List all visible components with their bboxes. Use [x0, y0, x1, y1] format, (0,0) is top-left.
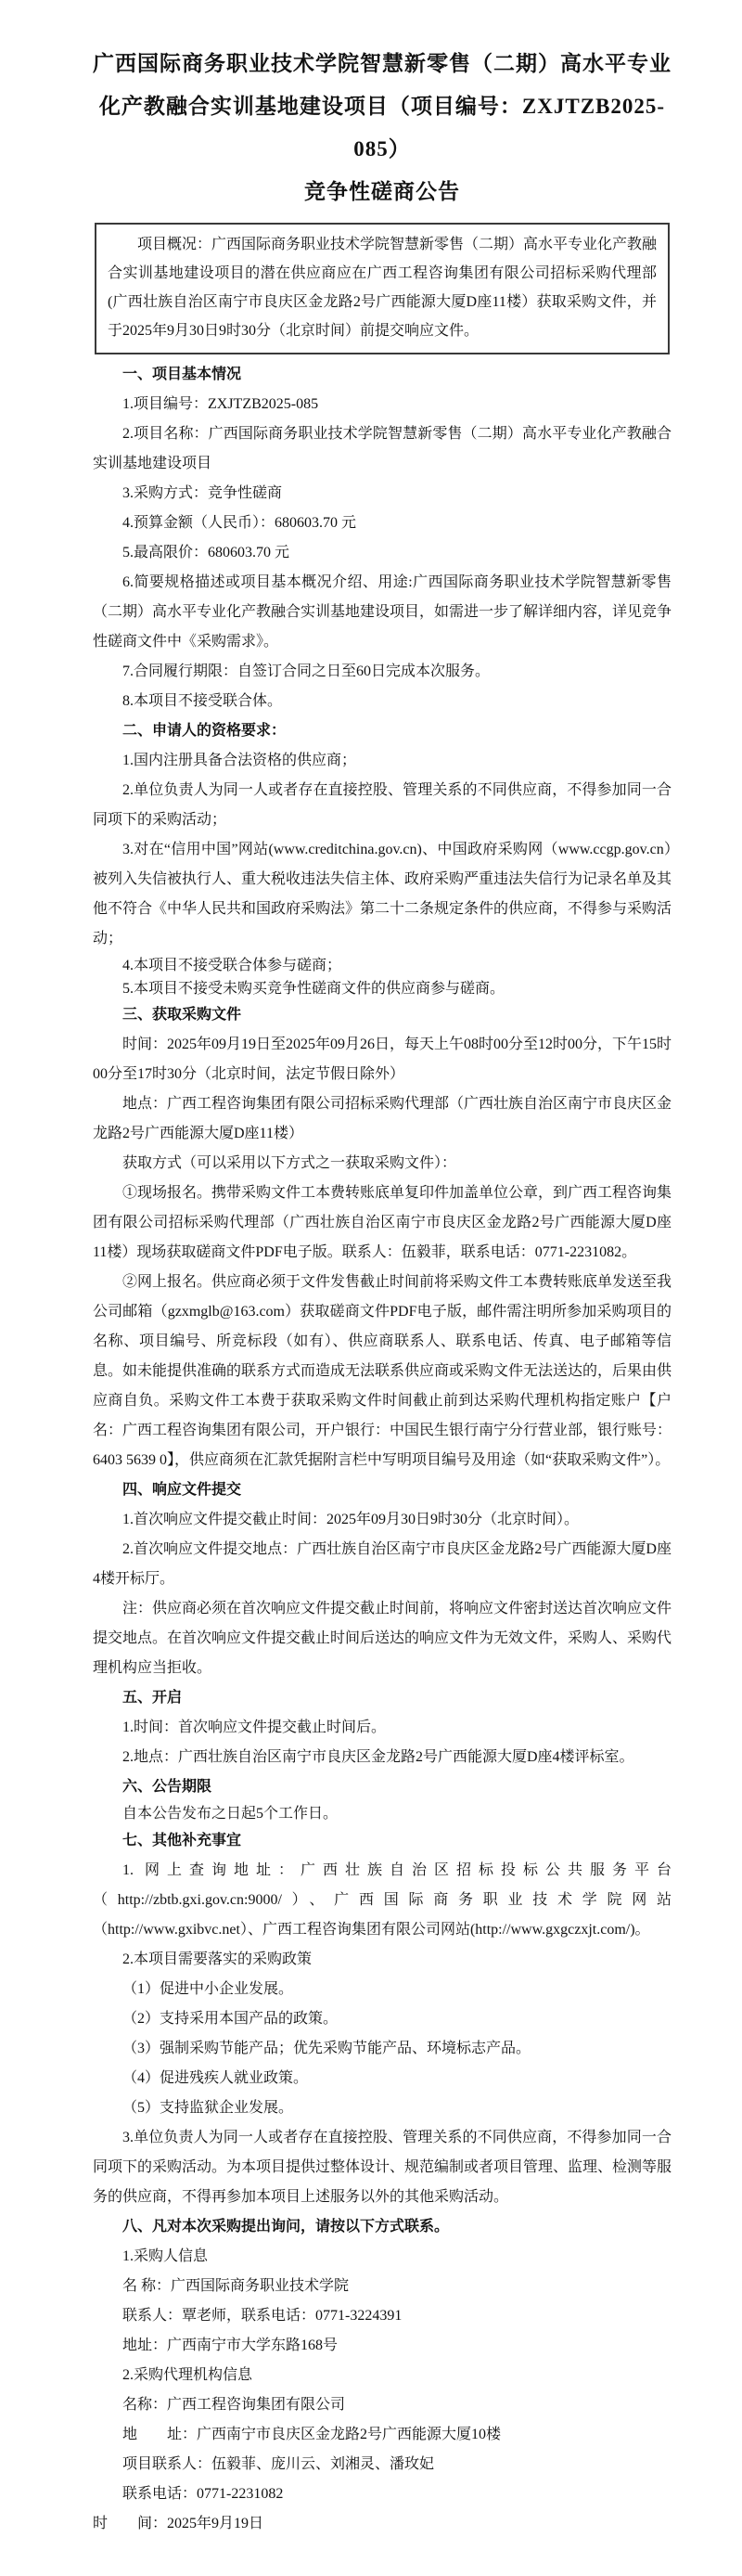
section-8-heading: 八、凡对本次采购提出询问，请按以下方式联系。: [122, 2219, 450, 2235]
section-6-heading: 六、公告期限: [122, 1779, 212, 1795]
announcement-period: 自本公告发布之日起5个工作日。: [122, 1806, 339, 1822]
online-query-urls: 1. 网上查询地址：广西壮族自治区招标投标公共服务平台（http://zbtb.gxi.gov.cn:9000/）、广西国际商务职业技术学院网站（http://www.gxibvc.net）、广西工程咨询集团有限公司网站(http://www.gxgczxjt.com/)。: [93, 1862, 672, 1938]
policy-3: （3）强制采购节能产品；优先采购节能产品、环境标志产品。: [122, 2041, 531, 2056]
agency-contacts: 项目联系人：伍毅菲、庞川云、刘湘灵、潘玫妃: [122, 2456, 435, 2472]
supplier-restriction-note: 3.单位负责人为同一人或者存在直接控股、管理关系的不同供应商，不得参加同一合同项下的采购活动。为本项目提供过整体设计、规范编制或者项目管理、监理、检测等服务的供应商，不得再参加本项目上述服务以外的其他采购活动。: [93, 2130, 672, 2205]
max-price: 5.最高限价：680603.70 元: [122, 545, 290, 560]
policy-1: （1）促进中小企业发展。: [122, 1981, 294, 1997]
title-line-2: 化产教融合实训基地建设项目（项目编号：ZXJTZB2025-085）: [98, 95, 666, 161]
agency-address: 地 址：广西南宁市良庆区金龙路2号广西能源大厦10楼: [122, 2427, 502, 2442]
qualification-requirement-3: 3.对在“信用中国”网站(www.creditchina.gov.cn)、中国政府采购网（www.ccgp.gov.cn）被列入失信被执行人、重大税收违法失信主体、政府采购严重违法失信行为记录名单及其他不符合《中华人民共和国政府采购法》第二十二条规定条件的供应商，不得参与采购活动；: [93, 842, 672, 947]
document-obtain-time: 时间：2025年09月19日至2025年09月26日，每天上午08时00分至12时00分，下午15时00分至17时30分（北京时间，法定节假日除外）: [93, 1037, 672, 1082]
obtain-method-onsite: ①现场报名。携带采购文件工本费转账底单复印件加盖单位公章，到广西工程咨询集团有限公司招标采购代理部（广西壮族自治区南宁市良庆区金龙路2号广西能源大厦D座11楼）现场获取磋商文件PDF电子版。联系人：伍毅菲，联系电话：0771-2231082。: [93, 1185, 672, 1260]
title-line-1: 广西国际商务职业技术学院智慧新零售（二期）高水平专业: [93, 52, 672, 75]
brief-description: 6.简要规格描述或项目基本概况介绍、用途:广西国际商务职业技术学院智慧新零售（二期）高水平专业化产教融合实训基地建设项目，如需进一步了解详细内容，详见竞争性磋商文件中《采购需求》。: [93, 574, 672, 650]
purchaser-info-label: 1.采购人信息: [122, 2248, 209, 2264]
procurement-method: 3.采购方式：竞争性磋商: [122, 485, 283, 501]
section-4-heading: 四、响应文件提交: [122, 1482, 242, 1498]
section-3-heading: 三、获取采购文件: [122, 1007, 242, 1023]
qualification-requirement-5: 5.本项目不接受未购买竞争性磋商文件的供应商参与磋商。: [122, 981, 505, 997]
contract-period: 7.合同履行期限：自签订合同之日至60日完成本次服务。: [122, 663, 491, 679]
agency-name: 名称：广西工程咨询集团有限公司: [122, 2397, 346, 2413]
purchaser-name: 名 称：广西国际商务职业技术学院: [122, 2278, 350, 2294]
opening-location: 2.地点：广西壮族自治区南宁市良庆区金龙路2号广西能源大厦D座4楼评标室。: [122, 1749, 634, 1765]
section-2-heading: 二、申请人的资格要求：: [122, 723, 287, 739]
policy-5: （5）支持监狱企业发展。: [122, 2100, 294, 2116]
response-submit-deadline: 1.首次响应文件提交截止时间：2025年09月30日9时30分（北京时间）。: [122, 1512, 580, 1527]
section-5-heading: 五、开启: [122, 1690, 183, 1706]
response-submit-note: 注：供应商必须在首次响应文件提交截止时间前，将响应文件密封送达首次响应文件提交地点。在首次响应文件提交截止时间后送达的响应文件为无效文件，采购人、采购代理机构应当拒收。: [93, 1601, 672, 1676]
budget-amount: 4.预算金额（人民币）：680603.70 元: [122, 515, 357, 531]
policy-2: （2）支持采用本国产品的政策。: [122, 2011, 339, 2027]
document-title: [93, 43, 672, 213]
document-obtain-methods-intro: 获取方式（可以采用以下方式之一获取采购文件）：: [122, 1155, 457, 1171]
no-consortium-note: 8.本项目不接受联合体。: [122, 693, 283, 709]
response-submit-location: 2.首次响应文件提交地点：广西壮族自治区南宁市良庆区金龙路2号广西能源大厦D座4楼开标厅。: [93, 1541, 672, 1587]
agency-info-label: 2.采购代理机构信息: [122, 2367, 253, 2383]
section-7-heading: 七、其他补充事宜: [122, 1833, 242, 1848]
document-obtain-location: 地点：广西工程咨询集团有限公司招标采购代理部（广西壮族自治区南宁市良庆区金龙路2号广西能源大厦D座11楼）: [93, 1096, 672, 1141]
document-body: [93, 360, 672, 2539]
project-overview-text: 项目概况：广西国际商务职业技术学院智慧新零售（二期）高水平专业化产教融合实训基地建设项目的潜在供应商应在广西工程咨询集团有限公司招标采购代理部(广西壮族自治区南宁市良庆区金龙路2号广西能源大厦D座11楼）获取采购文件，并于2025年9月30日9时30分（北京时间）前提交响应文件。: [108, 237, 658, 339]
purchaser-address: 地址：广西南宁市大学东路168号: [122, 2338, 339, 2353]
purchaser-contact: 联系人：覃老师，联系电话：0771-3224391: [122, 2308, 403, 2324]
agency-phone: 联系电话：0771-2231082: [122, 2486, 284, 2502]
qualification-requirement-2: 2.单位负责人为同一人或者存在直接控股、管理关系的不同供应商，不得参加同一合同项下的采购活动；: [93, 782, 672, 828]
project-overview-box: [95, 223, 670, 354]
procurement-policies-intro: 2.本项目需要落实的采购政策: [122, 1951, 313, 1967]
title-line-3: 竞争性磋商公告: [304, 180, 460, 203]
qualification-requirement-1: 1.国内注册具备合法资格的供应商；: [122, 753, 357, 768]
policy-4: （4）促进残疾人就业政策。: [122, 2070, 309, 2086]
qualification-requirement-4: 4.本项目不接受联合体参与磋商；: [122, 958, 342, 973]
project-number: 1.项目编号：ZXJTZB2025-085: [122, 396, 319, 412]
announcement-date: 时 间：2025年9月19日: [93, 2516, 264, 2531]
obtain-method-online: ②网上报名。供应商必须于文件发售截止时间前将采购文件工本费转账底单发送至我公司邮箱（gzxmglb@163.com）获取磋商文件PDF电子版，邮件需注明所参加采购项目的名称、项目编号、所竞标段（如有）、供应商联系人、联系电话、传真、电子邮箱等信息。如未能提供准确的联系方式而造成无法联系供应商或采购文件无法送达的，后果由供应商自负。采购文件工本费于获取采购文件时间截止前到达采购代理机构指定账户【户名：广西工程咨询集团有限公司，开户银行：中国民生银行南宁分行营业部，银行账号：6403 5639 0】，供应商须在汇款凭据附言栏中写明项目编号及用途（如“获取采购文件”）。: [93, 1274, 672, 1468]
section-1-heading: 一、项目基本情况: [122, 367, 242, 382]
opening-time: 1.时间：首次响应文件提交截止时间后。: [122, 1719, 387, 1735]
project-name: 2.项目名称：广西国际商务职业技术学院智慧新零售（二期）高水平专业化产教融合实训基地建设项目: [93, 426, 672, 471]
